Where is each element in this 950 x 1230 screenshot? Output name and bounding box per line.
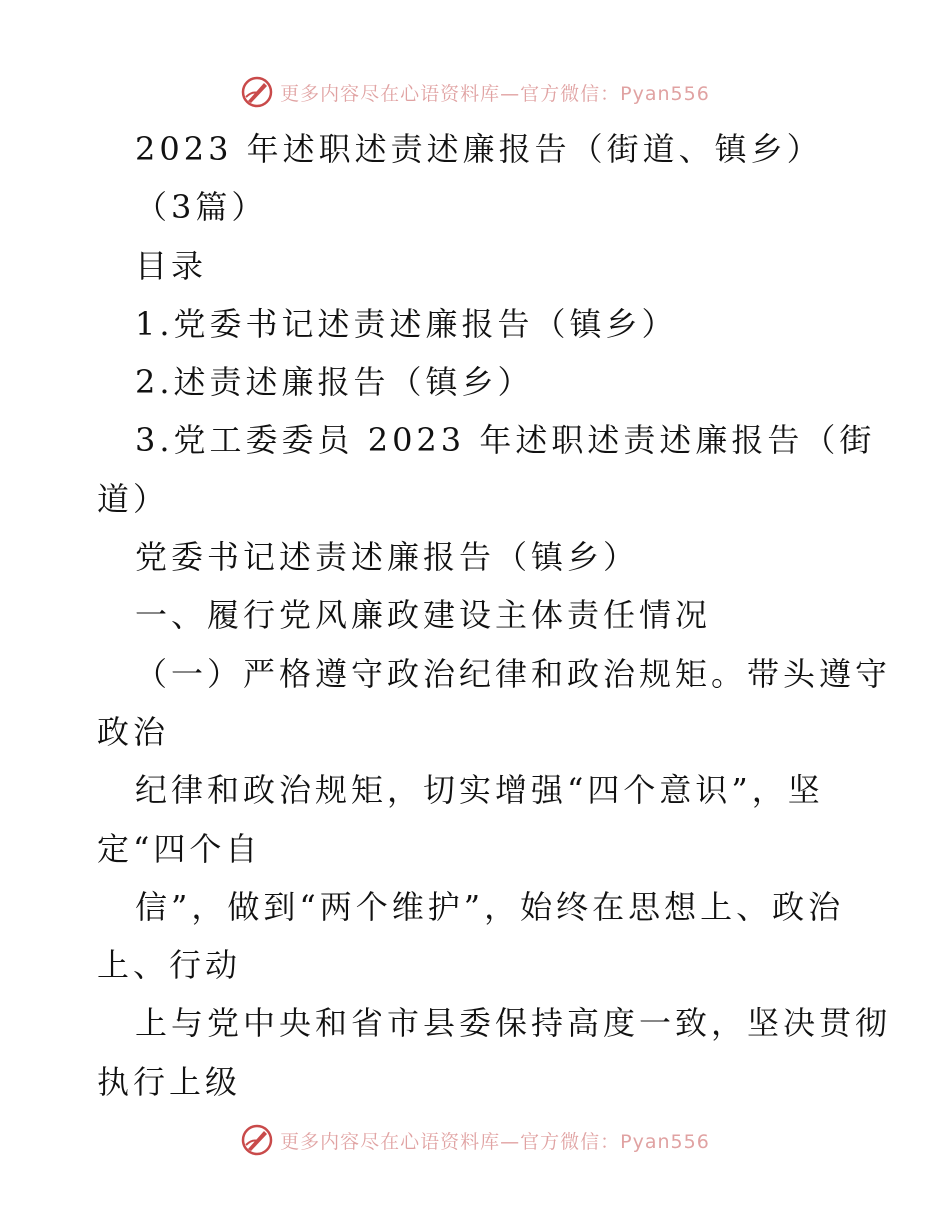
header-watermark xyxy=(0,72,950,112)
document-body xyxy=(97,120,892,1111)
document-line: 定“四个自 xyxy=(97,829,262,868)
document-line: 目录 xyxy=(135,246,208,285)
document-line: 党委书记述责述廉报告（镇乡） xyxy=(135,538,640,577)
quill-logo-icon xyxy=(240,1123,274,1157)
document-line: 纪律和政治规矩，切实增强“四个意识”，坚 xyxy=(135,771,824,810)
watermark-text: 更多内容尽在心语资料库—官方微信：Pyan556 xyxy=(280,1130,710,1153)
footer-watermark xyxy=(0,1120,950,1160)
document-line: （一）严格遵守政治纪律和政治规矩。带头遵守 xyxy=(135,654,892,693)
watermark-text: 更多内容尽在心语资料库—官方微信：Pyan556 xyxy=(280,82,710,105)
document-line: 上与党中央和省市县委保持高度一致，坚决贯彻 xyxy=(135,1004,892,1043)
document-line: （3篇） xyxy=(135,188,268,227)
document-line: 政治 xyxy=(97,712,170,751)
document-line: 信”，做到“两个维护”，始终在思想上、政治 xyxy=(135,887,845,926)
document-line: 2023 年述职述责述廉报告（街道、镇乡） xyxy=(135,130,823,168)
document-line: 上、行动 xyxy=(97,946,242,985)
document-line: 执行上级 xyxy=(97,1062,242,1101)
document-line: 1.党委书记述责述廉报告（镇乡） xyxy=(135,304,678,343)
document-line: 2.述责述廉报告（镇乡） xyxy=(135,363,534,402)
document-line: 一、履行党风廉政建设主体责任情况 xyxy=(135,596,712,635)
quill-logo-icon xyxy=(240,75,274,109)
document-line: 道） xyxy=(97,479,170,518)
document-line: 3.党工委委员 2023 年述职述责述廉报告（街 xyxy=(135,421,876,460)
